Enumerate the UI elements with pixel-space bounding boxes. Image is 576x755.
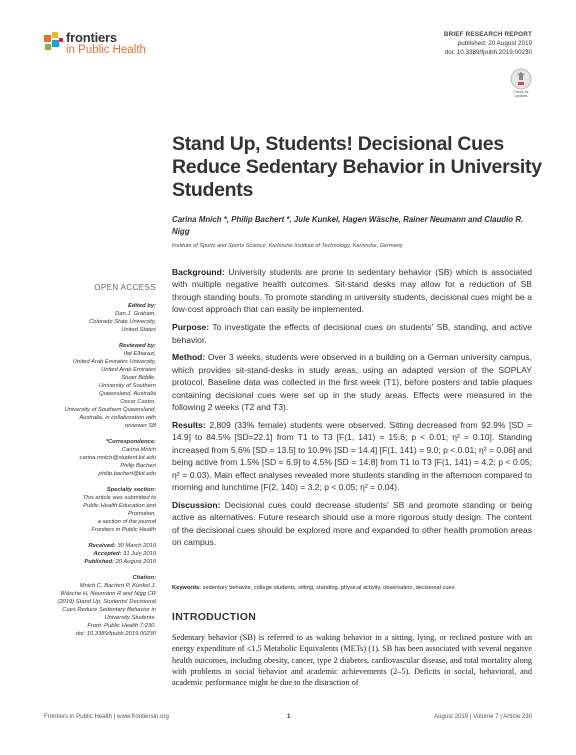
reviewer-line: reviewer SB <box>124 423 156 429</box>
reviewer-line: Stuart Biddle, <box>121 375 156 381</box>
brand-name: frontiers <box>66 30 117 45</box>
published-value: 20 August 2019 <box>115 559 156 565</box>
results-text: 2,809 (33% female) students were observed. Sitting decreased from 92.9% [SD = 14.9] to 84.5% [SD=22.1] from T1 to T3 [F(1, 141) = 15.6; p < 0.01; η² = 0.10]. Standing increased from 5.6% [SD = 13.5] to 10.9% [SD = 14.4] [F(1, 141) = 9.0; p < 0.01; η² = 0.06] and being active from 1.5% [SD = 6.9] to 4.5% [SD = 14.8] from T1 to T3 [F(1, 141) = 4.2; p < 0.05; η² = 0.03). Main effect analyses revealed more students standing in the afternoon compared to morning and lunchtime [F(2, 140) = 3.2; p < 0.05; η² = 0.04). <box>172 419 532 492</box>
accepted-date <box>36 550 156 558</box>
correspondence-heading: *Correspondence: <box>105 439 156 445</box>
correspondence-line: Carina Mnich <box>121 447 156 453</box>
open-access-label: OPEN ACCESS <box>94 283 156 292</box>
citation-line: Cues Reduce Sedentary Behavior in <box>62 607 156 613</box>
page-footer <box>0 713 576 725</box>
citation-line: (2019) Stand Up, Students! Decisional <box>57 599 156 605</box>
keywords-label: Keywords: <box>172 585 202 591</box>
footer-journal-link[interactable]: Frontiers in Public Health | www.frontiersin.org <box>44 713 169 720</box>
reviewer-line: University of Southern <box>98 383 156 389</box>
purpose-label: Purpose: <box>172 322 210 333</box>
correspondence-block <box>36 438 156 478</box>
abstract-results <box>172 419 532 493</box>
reviewer-line: United Arab Emirates <box>101 367 156 373</box>
editor-line: United States <box>121 327 156 333</box>
abstract-purpose <box>172 321 532 346</box>
abstract <box>172 266 532 554</box>
check-for-updates-badge[interactable] <box>510 68 532 98</box>
received-value: 30 March 2019 <box>117 543 156 549</box>
method-label: Method: <box>172 352 206 363</box>
abstract-discussion <box>172 499 532 549</box>
abstract-background <box>172 266 532 316</box>
published-label: Published: <box>84 559 114 565</box>
reviewed-by-block <box>36 342 156 430</box>
edited-by-heading: Edited by: <box>127 303 156 309</box>
discussion-text: Decisional cues could decrease students' SB and promote standing or being active as alternatives. Future research should use a more rigorous study design. The content of the decisional cues should be explored more and expanded to other health promotion areas on campus. <box>172 499 532 548</box>
purpose-text: To investigate the effects of decisional cues on students' SB, standing, and active behavior. <box>172 322 532 345</box>
publication-info <box>444 30 532 57</box>
background-label: Background: <box>172 267 225 277</box>
reviewer-line: Queensland, Australia <box>99 391 156 397</box>
keywords-text: sedentary behavior, college students, sitting, standing, physical activity, observation, decisional cues <box>202 585 455 591</box>
article-type: BRIEF RESEARCH REPORT <box>443 31 532 38</box>
reviewed-by-heading: Reviewed by: <box>118 343 156 349</box>
author-list: Carina Mnich *, Philip Bachert *, Jule Kunkel, Hagen Wäsche, Rainer Neumann and Claudio R. Nigg <box>172 215 524 236</box>
dates-block <box>36 542 156 566</box>
results-label: Results: <box>172 419 206 430</box>
method-text: Over 3 weeks, students were observed in a building on a German university campus, which provides sit-stand-desks in study areas, using an adapted version of the SOPLAY protocol. Baseline data was collected in the first week (T1), before posters and table plaques containing decisional cues were set up in the study areas. Effects were measured in the following 2 weeks (T2 and T3). <box>172 352 532 413</box>
keywords-line <box>172 585 534 591</box>
correspondence-line: Philip Bachert <box>120 463 156 469</box>
affiliation: Institute of Sports and Sports Science, Karlsruhe Institute of Technology, Karlsruhe, Germany <box>172 243 403 249</box>
received-label: Received: <box>88 543 116 549</box>
reviewer-line: Oscar Castro, <box>120 399 156 405</box>
page-number: 1 <box>287 713 291 720</box>
introduction-text: Sedentary behavior (SB) is referred to as waking behavior in a sitting, lying, or reclined posture with an energy expenditure of ≤1.5 Metabolic Equivalents (METs) (1). SB has been associated with several negative health outcomes, including obesity, cancer, type 2 diabetes, cardiovascular disease, and total mortality along with problems in social behavior and academic achievements (2–5). Deficits in social, behavioral, and academic performance might be due to the distraction of <box>172 633 532 688</box>
published-date: published: 20 August 2019 <box>457 40 532 47</box>
frontiers-logo-icon <box>44 32 64 52</box>
citation-block <box>36 574 156 638</box>
citation-heading: Citation: <box>132 575 156 581</box>
journal-name: in Public Health <box>66 44 146 56</box>
specialty-heading: Specialty section: <box>106 487 156 493</box>
article-title: Stand Up, Students! Decisional Cues Reduce Sedentary Behavior in University Students <box>172 133 542 201</box>
editor-line: Dan J. Graham, <box>115 311 156 317</box>
doi-link[interactable]: doi: 10.3389/fpubh.2019.00230 <box>444 49 532 56</box>
discussion-label: Discussion: <box>172 499 221 510</box>
published-date-sidebar <box>36 558 156 566</box>
specialty-line: Frontiers in Public Health <box>91 527 156 533</box>
reviewer-line: Ifat Elbarazi, <box>123 351 156 357</box>
specialty-section-block <box>36 486 156 534</box>
abstract-method <box>172 351 532 413</box>
accepted-label: Accepted: <box>93 551 122 557</box>
editor-line: Colorado State University, <box>89 319 156 325</box>
background-text: University students are prone to sedentary behavior (SB) which is associated with multiple negative health outcomes. Sit-stand desks may allow for a reduction of SB through standing bouts. To promote standing in university students, decisional cues might be a low-cost approach that can easily be implemented. <box>172 267 532 315</box>
correspondence-email[interactable]: carina.mnich@student.kit.edu <box>79 455 156 461</box>
specialty-line: a section of the journal <box>97 519 156 525</box>
citation-line: University Students. <box>104 615 156 621</box>
specialty-line: This article was submitted to <box>82 495 156 501</box>
reviewer-line: United Arab Emirates University, <box>72 359 156 365</box>
reviewer-line: University of Southern Queensland, <box>64 407 156 413</box>
specialty-line: Public Health Education and <box>83 503 156 509</box>
edited-by-block <box>36 302 156 334</box>
footer-issue-info: August 2019 | Volume 7 | Article 230 <box>433 713 532 720</box>
correspondence-email[interactable]: philip.bachert@kit.edu <box>98 471 156 477</box>
specialty-line: Promotion, <box>127 511 156 517</box>
reviewer-line: Australia, in collaboration with <box>79 415 156 421</box>
updates-caption: Check for updates <box>513 90 529 98</box>
article-sidebar <box>36 284 156 646</box>
citation-line: Mnich C, Bachert P, Kunkel J, <box>79 583 156 589</box>
citation-line: Front. Public Health 7:230. <box>87 623 156 629</box>
received-date <box>36 542 156 550</box>
introduction-heading: INTRODUCTION <box>172 611 257 623</box>
journal-logo <box>44 30 174 60</box>
citation-line: Wäsche H, Neumann R and Nigg CR <box>60 591 156 597</box>
citation-doi[interactable]: doi: 10.3389/fpubh.2019.00230 <box>75 631 156 637</box>
accepted-value: 31 July 2019 <box>123 551 156 557</box>
update-check-icon <box>510 68 532 90</box>
